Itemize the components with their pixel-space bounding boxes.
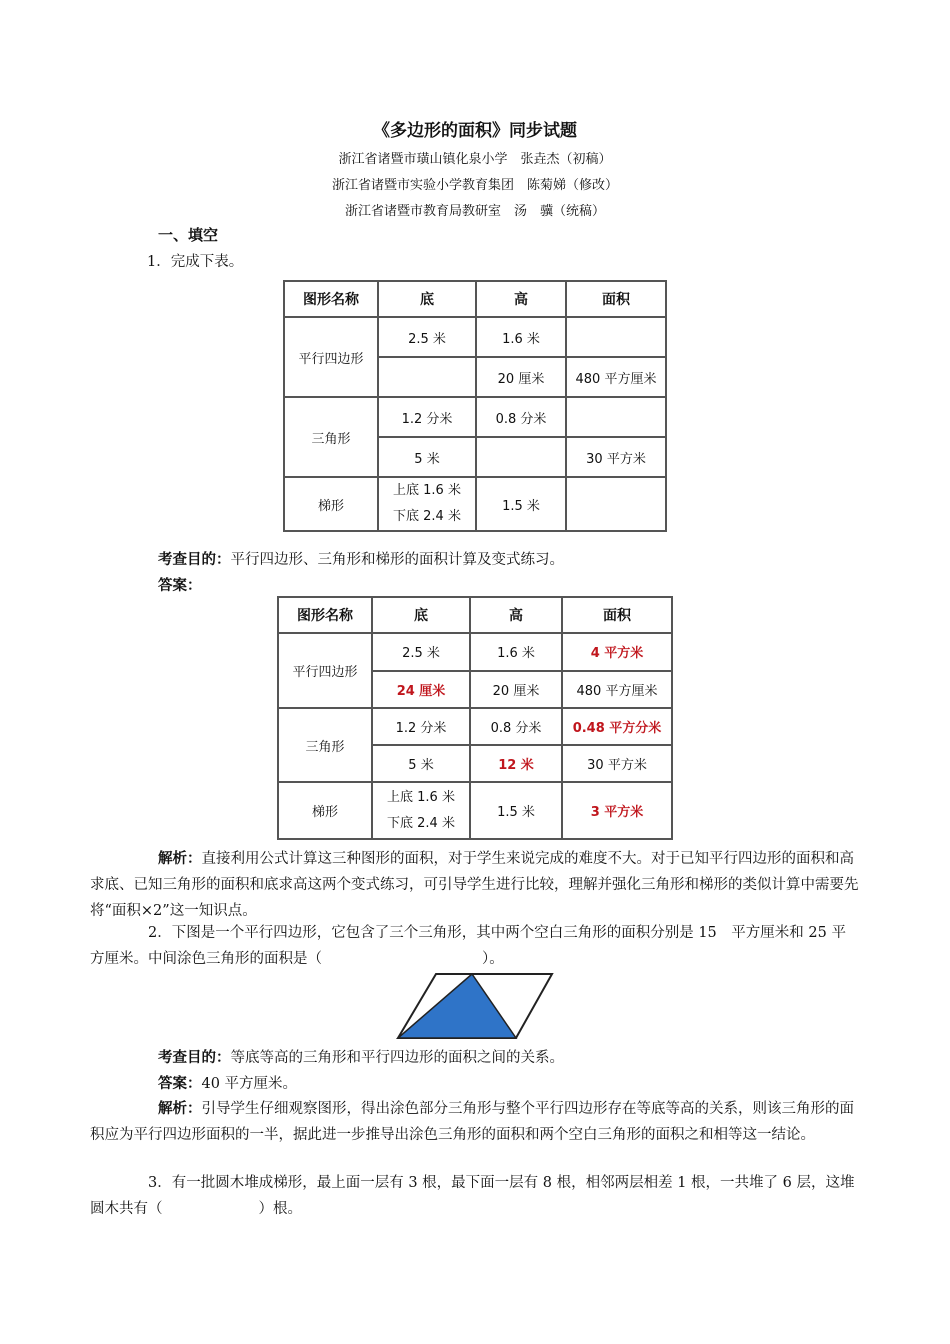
q1-answer-label (158, 574, 202, 595)
cell-base: 5 米 (378, 437, 476, 477)
cell-height: 20 厘米 (476, 357, 566, 397)
cell-height: 1.5 米 (470, 782, 562, 839)
cell-height-blank[interactable] (476, 437, 566, 477)
q2-purpose (158, 1046, 564, 1067)
header-shape-name: 图形名称 (284, 281, 378, 317)
answer-label: 答案： (158, 1076, 202, 1092)
shape-triangle: 三角形 (284, 397, 378, 477)
q2-analysis (90, 1096, 860, 1148)
answer-label: 答案： (158, 578, 202, 594)
q3-text-end: ）根。 (258, 1201, 302, 1217)
purpose-text: 等底等高的三角形和平行四边形的面积之间的关系。 (230, 1050, 564, 1066)
page-title: 《多边形的面积》同步试题 (373, 121, 577, 141)
q2-text-end: ）。 (482, 951, 504, 967)
cell-base: 5 米 (372, 745, 470, 782)
cell-area: 30 平方米 (566, 437, 666, 477)
header-base: 底 (372, 597, 470, 633)
header-height: 高 (476, 281, 566, 317)
q1-answer-table (277, 596, 673, 840)
analysis-label: 解析： (158, 1101, 202, 1117)
header-area: 面积 (566, 281, 666, 317)
cell-area: 480 平方厘米 (566, 357, 666, 397)
analysis-text: 引导学生仔细观察图形，得出涂色部分三角形与整个平行四边形存在等底等高的关系，则该三角形的面积应为平行四边形面积的一半，据此进一步推导出涂色三角形的面积和两个空白三角形的面积之和相等这一结论。 (90, 1101, 854, 1143)
cell-top-base: 上底 1.6 米 (393, 483, 461, 498)
cell-height: 0.8 分米 (470, 708, 562, 745)
table-row (278, 708, 672, 745)
header-area: 面积 (562, 597, 672, 633)
cell-bases (372, 782, 470, 839)
cell-base: 1.2 分米 (372, 708, 470, 745)
q2-text: 2．下图是一个平行四边形，它包含了三个三角形，其中两个空白三角形的面积分别是 15 平方厘米和 25 平方厘米。中间涂色三角形的面积是（ (90, 925, 846, 967)
q1-prompt: 1．完成下表。 (147, 254, 244, 270)
cell-area-blank[interactable] (566, 317, 666, 357)
cell-bases (378, 477, 476, 531)
table-header-row (284, 281, 666, 317)
answer-area: 4 平方米 (562, 633, 672, 670)
byline-author-final: 浙江省诸暨市教育局教研室 汤 骥（统稿） (344, 204, 605, 219)
cell-area: 30 平方米 (562, 745, 672, 782)
byline-author-draft: 浙江省诸暨市璜山镇化泉小学 张垚杰（初稿） (338, 152, 612, 167)
q1-analysis (90, 846, 860, 924)
header-height: 高 (470, 597, 562, 633)
table-header-row (278, 597, 672, 633)
purpose-text: 平行四边形、三角形和梯形的面积计算及变式练习。 (230, 552, 564, 568)
cell-height: 20 厘米 (470, 671, 562, 708)
table-row (284, 397, 666, 437)
cell-area-blank[interactable] (566, 397, 666, 437)
shape-trapezoid: 梯形 (284, 477, 378, 531)
cell-bottom-base: 下底 2.4 米 (393, 509, 461, 524)
answer-text: 40 平方厘米。 (201, 1076, 298, 1092)
cell-area-blank[interactable] (566, 477, 666, 531)
table-row (284, 317, 666, 357)
table-row (278, 782, 672, 839)
analysis-label: 解析： (158, 851, 202, 867)
q3-text: 3．有一批圆木堆成梯形，最上面一层有 3 根，最下面一层有 8 根，相邻两层相差 1 根，一共堆了 6 层，这堆圆木共有（ (90, 1175, 855, 1217)
q1-question-table (283, 280, 667, 532)
parallelogram-figure (396, 972, 556, 1042)
cell-base-blank[interactable] (378, 357, 476, 397)
byline-author-revision: 浙江省诸暨市实验小学教育集团 陈菊娣（修改） (331, 178, 618, 193)
cell-area: 480 平方厘米 (562, 671, 672, 708)
answer-height: 12 米 (470, 745, 562, 782)
cell-base: 2.5 米 (378, 317, 476, 357)
cell-bottom-base: 下底 2.4 米 (387, 815, 455, 831)
analysis-text: 直接利用公式计算这三种图形的面积，对于学生来说完成的难度不大。对于已知平行四边形的面积和高求底、已知三角形的面积和底求高这两个变式练习，可引导学生进行比较，理解并强化三角形和梯形的类似计算中需要先将“面积×2”这一知识点。 (90, 851, 859, 919)
table-row (284, 477, 666, 531)
purpose-label: 考查目的： (158, 552, 231, 568)
cell-height: 1.6 米 (470, 633, 562, 670)
q3-question (90, 1170, 860, 1222)
shape-triangle: 三角形 (278, 708, 372, 783)
table-row (278, 633, 672, 670)
q2-answer (158, 1072, 297, 1093)
cell-height: 1.5 米 (476, 477, 566, 531)
cell-base: 1.2 分米 (378, 397, 476, 437)
cell-base: 2.5 米 (372, 633, 470, 670)
shape-parallelogram: 平行四边形 (284, 317, 378, 397)
answer-base: 24 厘米 (372, 671, 470, 708)
q2-question (90, 920, 860, 972)
cell-height: 1.6 米 (476, 317, 566, 357)
purpose-label: 考查目的： (158, 1050, 231, 1066)
q1-purpose (158, 548, 564, 569)
cell-height: 0.8 分米 (476, 397, 566, 437)
shape-trapezoid: 梯形 (278, 782, 372, 839)
header-base: 底 (378, 281, 476, 317)
shape-parallelogram: 平行四边形 (278, 633, 372, 708)
answer-area: 3 平方米 (562, 782, 672, 839)
header-shape-name: 图形名称 (278, 597, 372, 633)
cell-top-base: 上底 1.6 米 (387, 789, 455, 805)
answer-area: 0.48 平方分米 (562, 708, 672, 745)
section-heading: 一、填空 (158, 226, 219, 244)
